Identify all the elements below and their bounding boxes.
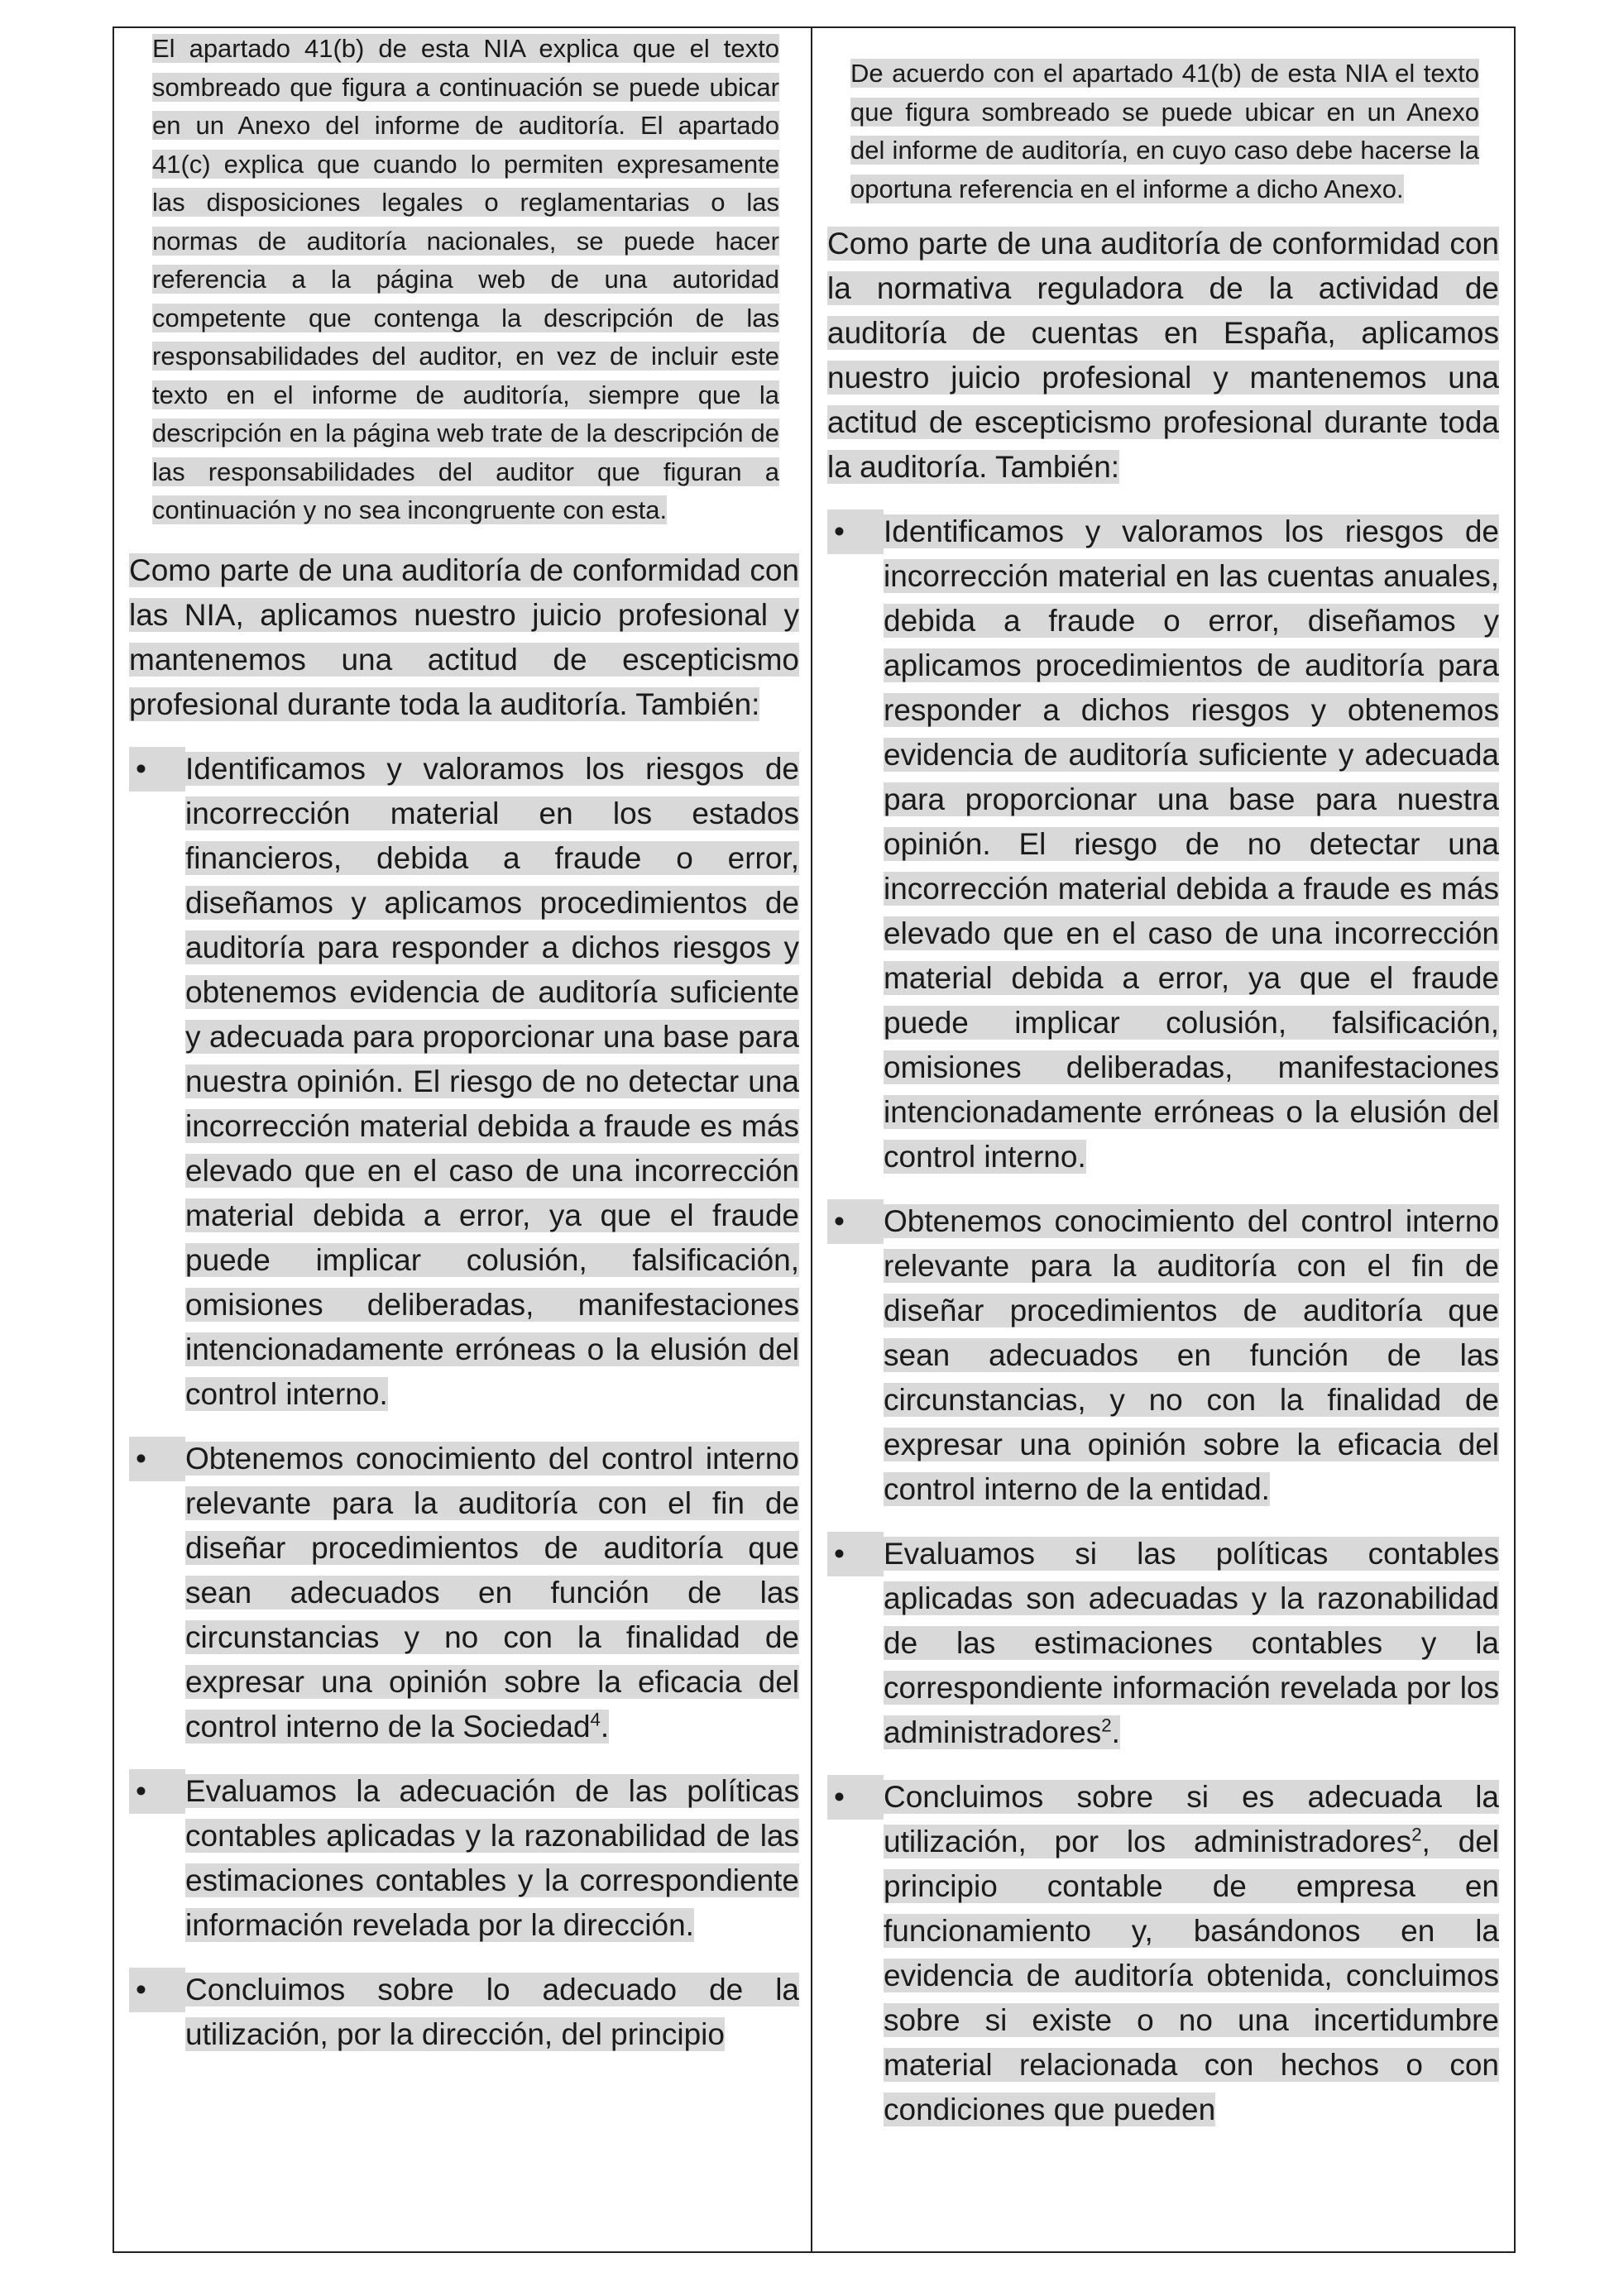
footnote-ref: 2	[1101, 1715, 1112, 1736]
list-item-text: Obtenemos conocimiento del control interno relevante para la auditoría con el fin de diseñar procedimientos de auditoría que sean adecuados en función de las circunstancias, y no con la finalidad de expresar una opinión sobre la eficacia del control interno de la entidad.	[884, 1204, 1499, 1506]
footnote-ref: 2	[1411, 1824, 1422, 1845]
right-shaded-note	[850, 55, 1479, 208]
list-item-text: Identificamos y valoramos los riesgos de incorrección material en los estados financieros, debida a fraude o error, diseñamos y aplicamos procedimientos de auditoría para responder a dichos riesgos y obtenemos evidencia de auditoría suficiente y adecuada para proporcionar una base para nuestra opinión. El riesgo de no detectar una incorrección material debida a fraude es más elevado que en el caso de una incorrección material debida a error, ya que el fraude puede implicar colusión, falsificación, omisiones deliberadas, manifestaciones intencionadamente erróneas o la elusión del control interno.	[185, 751, 799, 1411]
left-shaded-note	[152, 30, 779, 530]
list-item	[129, 1968, 799, 2057]
list-item-text: Evaluamos si las políticas contables aplicadas son adecuadas y la razonabilidad de las estimaciones contables y la correspondiente información revelada por los administradores	[884, 1537, 1499, 1749]
list-item-text: Identificamos y valoramos los riesgos de incorrección material en las cuentas anuales, debida a fraude o error, diseñamos y aplicamos procedimientos de auditoría para responder a dichos riesgos y obtenemos evidencia de auditoría suficiente y adecuada para proporcionar una base para nuestra opinión. El riesgo de no detectar una incorrección material debida a fraude es más elevado que en el caso de una incorrección material debida a error, ya que el fraude puede implicar colusión, falsificación, omisiones deliberadas, manifestaciones intencionadamente erróneas o la elusión del control interno.	[884, 514, 1499, 1174]
list-item-text: Concluimos sobre lo adecuado de la utilización, por la dirección, del principio	[185, 1972, 799, 2051]
list-item-tail: , del principio contable de empresa en funcionamiento y, basándonos en la evidencia de auditoría obtenida, concluimos sobre si existe o no una incertidumbre material relacionada con hechos o con condiciones que pueden	[884, 1825, 1499, 2126]
left-column	[129, 26, 799, 2253]
right-column	[827, 26, 1499, 2253]
bullet-icon: •	[827, 1775, 884, 1820]
bullet-icon: •	[129, 1437, 185, 1481]
right-intro-text: Como parte de una auditoría de conformidad con la normativa reguladora de la actividad de auditoría de cuentas en España, aplicamos nuestro juicio profesional y mantenemos una actitud de escepticismo profesional durante toda la auditoría. También:	[827, 227, 1499, 484]
bullet-icon: •	[129, 1769, 185, 1814]
list-item-text: Concluimos sobre si es adecuada la utilización, por los administradores	[884, 1780, 1499, 1858]
list-item-tail: .	[1111, 1715, 1120, 1749]
left-bullet-list	[129, 747, 799, 2057]
right-intro-paragraph	[827, 222, 1499, 490]
left-note-text: El apartado 41(b) de esta NIA explica que el texto sombreado que figura a continuación se puede ubicar en un Anexo del informe de auditoría. El apartado 41(c) explica que cuando lo permiten expresamente las disposiciones legales o reglamentarias o las normas de auditoría nacionales, se puede hacer referencia a la página web de una autoridad competente que contenga la descripción de las responsabilidades del auditor, en vez de incluir este texto en el informe de auditoría, siempre que la descripción en la página web trate de la descripción de las responsabilidades del auditor que figuran a continuación y no sea incongruente con esta.	[152, 34, 779, 524]
list-item-tail: .	[600, 1709, 610, 1744]
list-item-text: Obtenemos conocimiento del control interno relevante para la auditoría con el fin de diseñar procedimientos de auditoría que sean adecuados en función de las circunstancias y no con la finalidad de expresar una opinión sobre la eficacia del control interno de la Sociedad	[185, 1441, 799, 1744]
list-item	[129, 1769, 799, 1948]
list-item	[827, 509, 1499, 1179]
footnote-ref: 4	[590, 1709, 601, 1730]
list-item	[129, 747, 799, 1417]
bullet-icon: •	[129, 747, 185, 792]
list-item	[827, 1199, 1499, 1512]
left-intro-text: Como parte de una auditoría de conformidad con las NIA, aplicamos nuestro juicio profesional y mantenemos una actitud de escepticismo profesional durante toda la auditoría. También:	[129, 552, 799, 721]
list-item	[827, 1532, 1499, 1755]
list-item	[129, 1437, 799, 1749]
bullet-icon: •	[827, 1532, 884, 1576]
bullet-icon: •	[827, 509, 884, 554]
bullet-icon: •	[827, 1199, 884, 1244]
bullet-icon: •	[129, 1968, 185, 2012]
right-note-text: De acuerdo con el apartado 41(b) de esta NIA el texto que figura sombreado se puede ubicar en un Anexo del informe de auditoría, en cuyo caso debe hacerse la oportuna referencia en el informe a dicho Anexo.	[850, 59, 1479, 203]
list-item	[827, 1775, 1499, 2132]
left-intro-paragraph	[129, 548, 799, 727]
list-item-text: Evaluamos la adecuación de las políticas contables aplicadas y la razonabilidad de las estimaciones contables y la correspondiente información revelada por la dirección.	[185, 1773, 799, 1942]
right-bullet-list	[827, 509, 1499, 2132]
column-divider	[811, 26, 812, 2253]
